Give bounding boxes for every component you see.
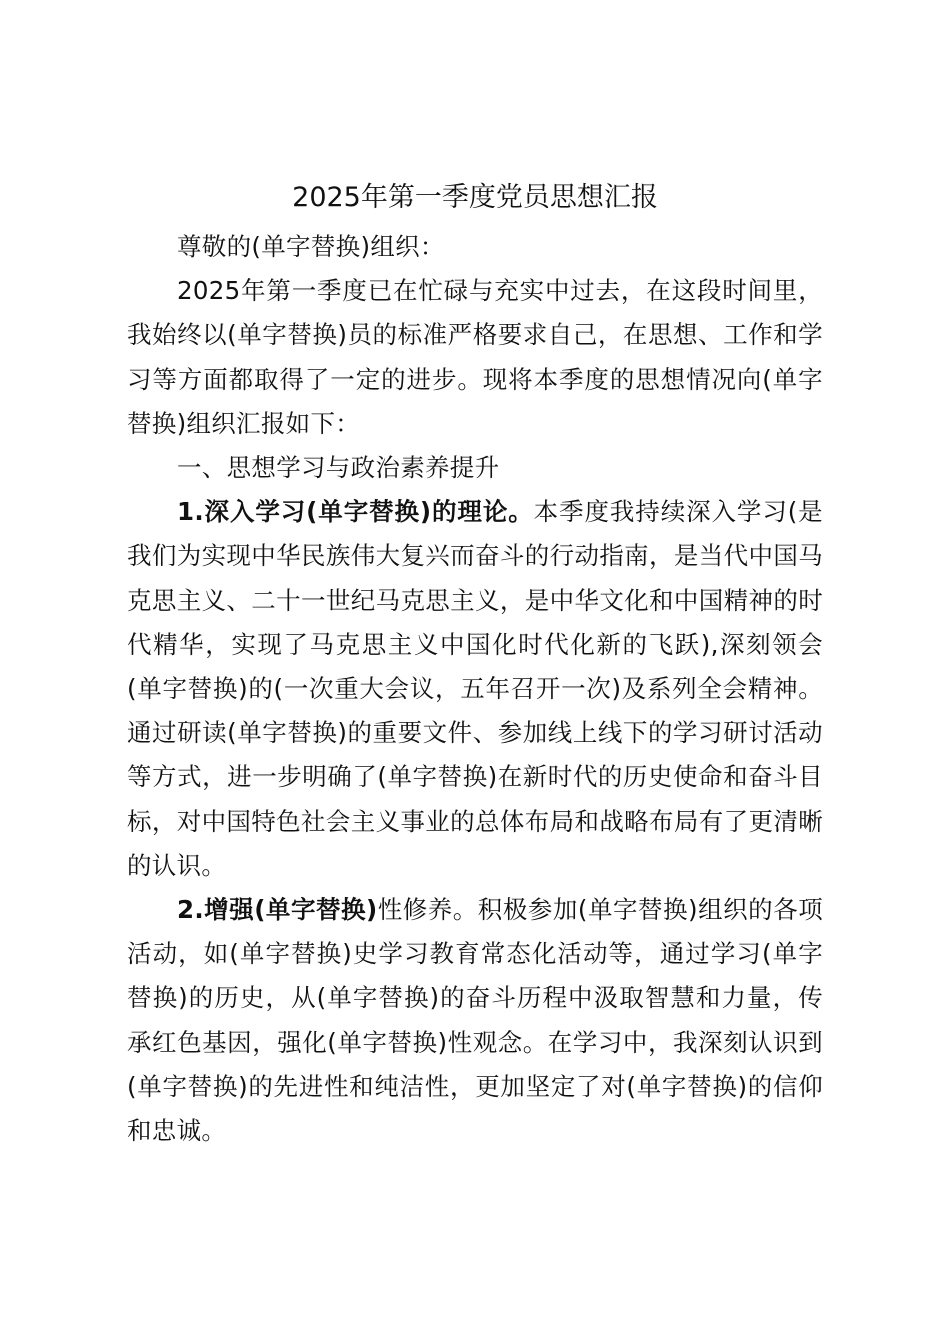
document-title: 2025年第一季度党员思想汇报: [292, 182, 658, 213]
document-body: [127, 225, 823, 1153]
section-heading: 一、思想学习与政治素养提升: [177, 453, 500, 483]
item-2-body: 性修养。积极参加(单字替换)组织的各项活动，如(单字替换)史学习教育常态化活动等，通过学习(单字替换)的历史，从(单字替换)的奋斗历程中汲取智慧和力量，传承红色基因，强化(单字替换)性观念。在学习中，我深刻认识到(单字替换)的先进性和纯洁性，更加坚定了对(单字替换)的信仰和忠诚。: [127, 895, 823, 1146]
intro-paragraph: 2025年第一季度已在忙碌与充实中过去，在这段时间里，我始终以(单字替换)员的标准严格要求自己，在思想、工作和学习等方面都取得了一定的进步。现将本季度的思想情况向(单字替换)组织汇报如下：: [127, 276, 823, 438]
item-1-lead: 1.深入学习(单字替换)的理论。: [177, 497, 534, 527]
salutation: 尊敬的(单字替换)组织：: [177, 232, 445, 261]
item-1-paragraph: [127, 490, 823, 888]
item-2-lead: 2.增强(单字替换): [177, 895, 378, 925]
item-1-body: 本季度我持续深入学习(是我们为实现中华民族伟大复兴而奋斗的行动指南，是当代中国马克思主义、二十一世纪马克思主义，是中华文化和中国精神的时代精华，实现了马克思主义中国化时代化新的飞跃),深刻领会(单字替换)的(一次重大会议，五年召开一次)及系列全会精神。通过研读(单字替换)的重要文件、参加线上线下的学习研讨活动等方式，进一步明确了(单字替换)在新时代的历史使命和奋斗目标，对中国特色社会主义事业的总体布局和战略布局有了更清晰的认识。: [127, 497, 823, 880]
item-2-paragraph: [127, 888, 823, 1153]
